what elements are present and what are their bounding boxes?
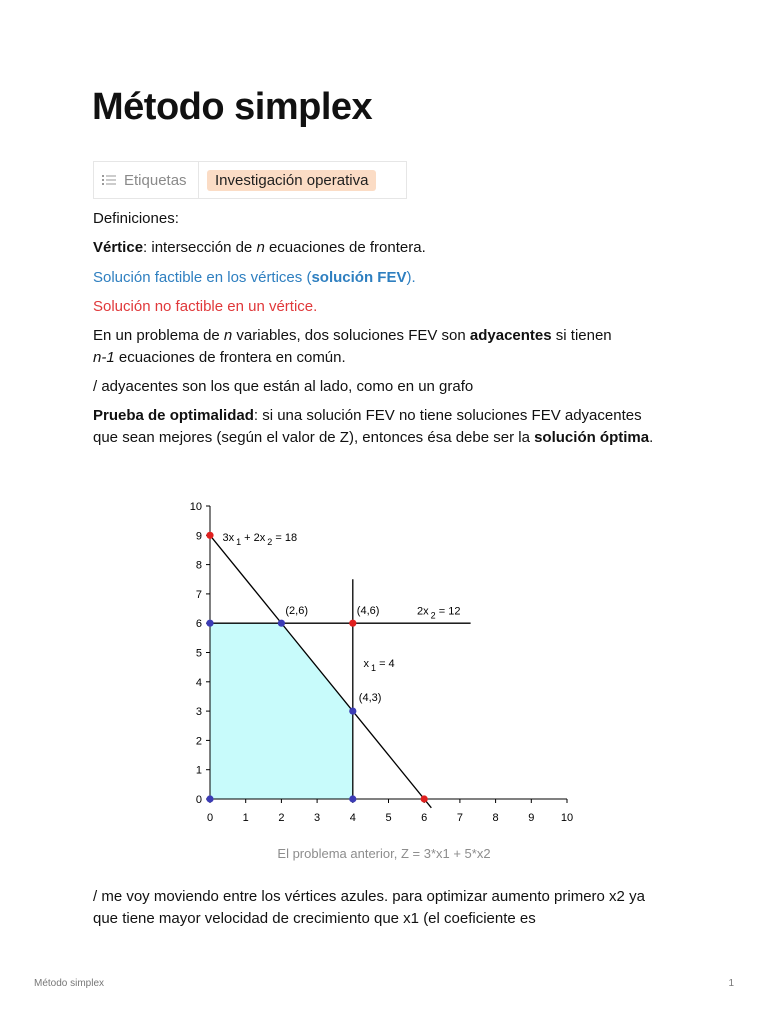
footer-title: Método simplex [34,978,105,989]
equation-label-x1: x $_1$ = 4 [363,658,395,674]
paragraph-definitions: Definiciones: [93,210,179,227]
paragraph-grafo-note: / adyacentes son los que están al lado, como en un grafo [93,378,474,395]
x-tick-label: 6 [421,812,428,824]
x-tick-label: 10 [560,812,574,824]
equation-label-2x2: 2x $_2$ = 12 [417,605,461,621]
paragraph-adyacentes [93,325,683,369]
italic-text: n [256,239,265,256]
paragraph-optimalidad [93,405,668,449]
vertex-point [206,532,213,539]
italic-text: n [223,327,233,344]
text-span: . [649,429,654,446]
figure-caption: El problema anterior, Z = 3*x1 + 5*x2 [277,846,491,861]
y-tick-label: 4 [195,676,202,689]
page-title: Método simplex [92,86,373,128]
bold-text: solución FEV [311,269,407,286]
x-tick-label: 8 [492,812,499,824]
text-span: ). [406,269,416,286]
y-tick-label: 7 [195,588,202,601]
vertex-point [349,620,356,627]
text-span: : si una solución FEV no tiene soluciones FEV adyacentes que sean mejores (según el valor de Z), entonces ésa debe ser la [93,407,642,446]
x-tick-label: 2 [278,812,285,824]
paragraph-vertice [93,237,683,259]
tag-badge[interactable]: Investigación operativa [207,170,376,191]
italic-text: n-1 [93,349,115,366]
vertex-point [278,620,285,627]
text-span: : intersección de [143,239,257,256]
paragraph-fev [93,267,683,289]
y-tick-label: 3 [195,706,202,719]
tags-property[interactable] [94,162,199,198]
y-tick-label: 8 [195,559,202,572]
vertex-label: (4,3) [358,692,382,705]
vertex-label: (4,6) [356,605,380,618]
vertex-label: (2,6) [285,605,309,618]
text-span: ecuaciones de frontera en común. [114,349,346,366]
x-tick-label: 5 [385,812,392,824]
vertex-point [206,620,213,627]
text-span: variables, dos soluciones FEV son [232,327,470,344]
bold-text: adyacentes [469,327,552,344]
y-tick-label: 1 [195,764,202,777]
properties-row [93,161,407,199]
paragraph-moving-note: / me voy moviendo entre los vértices azules. para optimizar aumento primero x2 ya que tiene mayor velocidad de crecimiento que x1 (el coeficiente es [93,888,645,927]
x-tick-label: 3 [314,812,321,824]
text-span: Solución factible en los vértices ( [93,269,312,286]
text-span: En un problema de [93,327,224,344]
page-number: 1 [728,978,734,989]
x-tick-label: 0 [206,812,214,824]
y-tick-label: 6 [195,618,202,631]
vertex-point [206,795,213,802]
bold-text: solución óptima [534,429,650,446]
x-tick-label: 7 [456,812,463,824]
text-span: si tienen [551,327,612,344]
y-tick-label: 2 [195,735,202,748]
y-tick-label: 9 [195,530,202,543]
list-icon [102,174,116,186]
vertex-point [349,795,356,802]
equation-label-3x1-2x2: 3x $_1$ + 2x $_2$ = 18 [222,532,298,548]
x-tick-label: 9 [528,812,535,824]
y-tick-label: 10 [189,501,202,513]
text-span: ecuaciones de frontera. [264,239,426,256]
y-tick-label: 0 [195,794,202,806]
vertex-point [349,708,356,715]
tags-label: Etiquetas [124,171,187,189]
vertex-point [421,795,428,802]
bold-text: Prueba de optimalidad [93,407,254,424]
x-tick-label: 4 [349,812,356,824]
simplex-chart [160,488,590,833]
y-tick-label: 5 [195,647,202,660]
bold-text: Vértice [93,239,144,256]
x-tick-label: 1 [242,812,249,824]
feasible-region [210,623,353,799]
paragraph-no-factible: Solución no factible en un vértice. [93,298,318,315]
